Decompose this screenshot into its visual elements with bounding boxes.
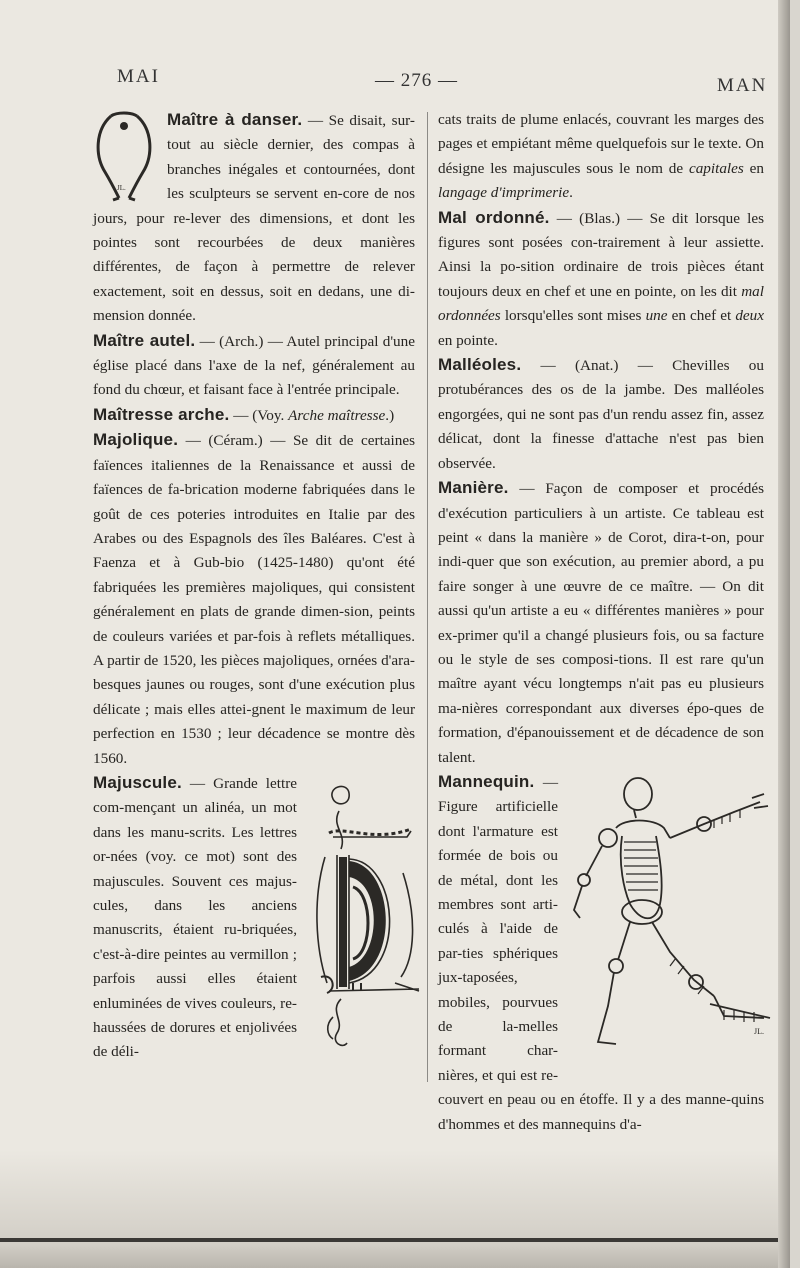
entry-text: .)	[385, 406, 395, 424]
entry-text: — (Voy.	[229, 406, 289, 424]
entry-maitresse-arche	[93, 403, 415, 428]
entry-text: — (Anat.) — Chevilles ou protubérances des os de la jambe. Des malléoles engorgées, qui ne sont pas d'un rendu assez fin, assez délicat, dont la finesse d'attache n'est pas bien observée.	[438, 357, 764, 472]
headword: Majolique.	[93, 430, 179, 450]
entry-mannequin	[438, 770, 764, 1137]
headword: Mannequin.	[438, 771, 535, 791]
entry-text: — Figure artificielle dont l'armature est formée de bois ou de métal, dont les membres sont arti-culés à l'aide de par-ties sphériques jux-taposées, mobiles, pourvues de la-melles formant char-nières, et qui est re-couvert en peau ou en étoffe. Il y a des manne-quins d'hommes et des mannequins d'a-	[438, 773, 764, 1133]
entry-text: — (Arch.) — Autel principal d'une église placé dans l'axe de la nef, généralement au fond du chœur, et faisant face à l'entrée principale.	[93, 332, 415, 399]
headword: Majuscule.	[93, 772, 182, 792]
entry-text: — Façon de composer et procédés d'exécution particuliers à un artiste. Ce tableau est peint « dans la manière » de Corot, dira-t-on, pour indi-quer que son exécution, au premier abord, a pu faire songer à une œuvre de ce maître. — On dit aussi qu'un artiste a eu « différentes manières » pour ex-primer qu'il a changé plusieurs fois, ou sa facture ou le style de ses composi-tions. Il est rare qu'un maître ayant vécu longtemps n'ait pas eu plusieurs ma-nières correspondant aux diverses épo-ques de formation, d'épanouissement et de décadence de son talent.	[438, 480, 764, 766]
running-head-left: MAI	[117, 66, 160, 87]
italic-term: langage d'imprimerie	[438, 184, 570, 202]
entry-mal-ordonne	[438, 206, 764, 353]
running-head-right: MAN	[717, 75, 768, 96]
mannequin-illustration	[564, 772, 774, 1074]
entry-majuscule	[93, 771, 415, 1065]
entry-text: lorsqu'elles sont mises	[500, 307, 646, 325]
page-edge	[778, 0, 790, 1268]
page-number: — 276 —	[375, 70, 458, 91]
headword: Maîtresse arche.	[93, 404, 230, 424]
right-column	[438, 108, 764, 1137]
entry-maitre-autel	[93, 329, 415, 403]
italic-term: deux	[735, 307, 764, 325]
ornate-letter-d-illustration	[303, 777, 421, 1055]
entry-majolique	[93, 428, 415, 771]
entry-malleoles	[438, 353, 764, 476]
compass-illustration	[89, 110, 159, 202]
entry-text: en pointe.	[438, 331, 498, 349]
italic-term: capitales	[688, 159, 744, 177]
entry-maniere	[438, 476, 764, 770]
entry-text: cats traits de plume enlacés, couvrant les marges des pages et empiétant même quelquefois sur le texte. On désigne les majuscules sous le nom de	[438, 111, 764, 177]
entry-text: — Grande lettre com-mençant un alinéa, un mot dans les manu-scrits. Les lettres or-nées (voy. ce mot) sont des majuscules. Souvent ces majus-cules, dans les anciens manuscrits, étaient ru-briquées, c'est-à-dire peintes au vermillon ; parfois aussi elles étaient enluminées de vives couleurs, re-haussées de dorures et enjolivées de déli-	[93, 774, 297, 1061]
italic-term: une	[645, 307, 668, 325]
headword: Malléoles.	[438, 355, 522, 375]
italic-term: mal ordonnées	[438, 282, 764, 325]
column-divider	[427, 112, 428, 1082]
svg-text:JL.: JL.	[117, 184, 126, 192]
headword: Maître autel.	[93, 330, 196, 350]
entry-text: — (Céram.) — Se dit de certaines faïences italiennes de la Renaissance et aussi de faïences de fa-brication moderne fabriquées dans le goût de ces poteries introduites en Italie par des Arabes ou des Espagnols des îles Baléares. C'est à Faenza et à Gub-bio (1425-1480) qu'ont été fabriquées les premières majoliques, qui consistent généralement en plats de grande dimen-sion, peints de couleurs variées et par-fois à reflets métalliques. A partir de 1520, les pièces majoliques, ornées d'ara-besques jaunes ou rouges, sont d'une exécution plus délicate ; mais elles attei-gnent le maximum de leur perfection en 1530 ; leur décadence se montre dès 1560.	[93, 432, 415, 767]
left-column	[93, 108, 415, 1065]
cross-reference: Arche maîtresse	[288, 406, 386, 424]
headword: Manière.	[438, 478, 509, 498]
entry-text: en chef et	[667, 307, 736, 325]
entry-text: — (Blas.) — Se dit lorsque les figures sont posées con-trairement à leur assiette. Ainsi la po-sition ordinaire de trois pièces étant toujours deux en chef et une en pointe, on les dit	[438, 209, 764, 300]
headword: Maître à danser.	[167, 110, 303, 129]
entry-text: — Se disait, sur-tout au siècle dernier, des compas à branches inégales et contournées, dont les sculpteurs se servent en-core de nos jours, pour re-lever des dimensions, et dont les pointes sont recourbées de deux manières différentes, de façon à permettre de relever exactement, soit en dessus, soit en dedans, une di-mension donnée.	[93, 112, 415, 325]
svg-text:JL.: JL.	[754, 1026, 764, 1036]
page-bottom-shadow	[0, 1150, 790, 1268]
headword: Mal ordonné.	[438, 207, 550, 227]
entry-text: en	[743, 159, 764, 177]
page-bottom-rule	[0, 1238, 790, 1242]
entry-text: .	[569, 184, 573, 202]
entry-majuscule-continued	[438, 108, 764, 206]
entry-maitre-a-danser	[93, 108, 415, 329]
